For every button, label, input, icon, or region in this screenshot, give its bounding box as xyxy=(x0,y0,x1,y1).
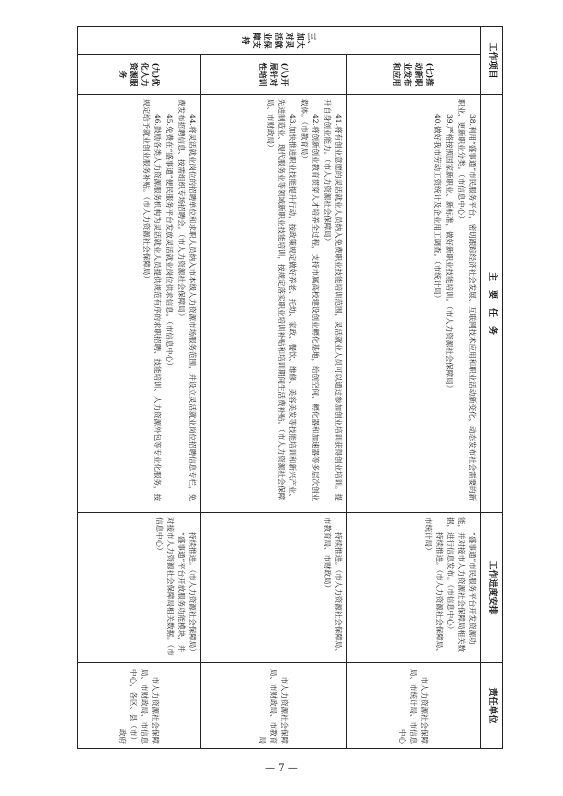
task-cell xyxy=(78,95,201,513)
task-item: 38.利用“盛事通”市民服务平台，密切跟踪经济社会发展、互联网技术应用和职业活动新变化，动态发布社会需要的新职业、更新职业分类。（市信息中心） xyxy=(457,99,477,502)
task-item: 39.严格按照国家新职业、新标准，做好新职业技能培训。（市人力资源社会保障局） xyxy=(445,114,454,393)
progress-item: “盛事通”市民服务平台开发资源功能，并对接市人力资源社会保障局相关数据，进行信息发布。（市信息中心） xyxy=(446,517,477,653)
task-item: 46.鼓励各类人力资源服务机构为灵活就业人员提供规范有序的求职招聘、技能培训、人力资源外包等专业化服务，按规定给予就业创业服务补贴。（市人力资源社会保障局） xyxy=(142,99,162,501)
progress-item: “盛事通”平台开放服务功能模块，并对接市人力资源社会保障局相关数据。（市信息中心） xyxy=(155,517,186,656)
progress-item: 持续推进。（市人力资源社会保障局） xyxy=(188,532,197,656)
task-cell xyxy=(201,95,347,513)
task-item: 43.加快推进职业技能提升行动，按政策规定做好养老、托幼、家政、餐饮、维修、美容美发等技能培训和新兴产业、先进制造业、现代服务业等领域新职业技能培训，按规定落实职业培训补贴和培训期间生活费补贴。（市人力资源社会保障局、市财政局） xyxy=(266,99,297,501)
task-item: 42.将创新创业教育贯穿人才培养全过程，支持市属高校建设创业孵化基地，给创空间、孵化器和加速器等多层次创业载体。（市教育局） xyxy=(300,99,320,501)
header-responsible: 责任单位 xyxy=(481,663,503,749)
header-progress: 工作进度安排 xyxy=(481,513,503,663)
task-item: 44.将灵活就业岗位的招聘单位和求职人员纳入市本级人力资源市场服务范围，并设立灵活就业岗位招聘信息专栏，免费发布招聘信息、按需组织专场招聘会。（市人力资源社会保障局） xyxy=(177,99,197,501)
category-cell: 三、加大对灵活就业保障支持 xyxy=(78,27,481,55)
responsible-cell: 市人力资源社会保障局、市财政局、市信息中心，各区、县（市）政府 xyxy=(78,663,201,749)
table-header-row xyxy=(481,27,503,749)
responsible-cell: 市人力资源社会保障局、市财政局、市教育局 xyxy=(201,663,347,749)
task-item: 40.做好我市劳动工资统计及企业用工调查。（市统计局） xyxy=(433,114,442,303)
table-row xyxy=(78,27,201,749)
header-project: 工作项目 xyxy=(481,27,503,95)
subcategory-cell: (七)推动新职业发布和应用 xyxy=(347,55,481,95)
table-row xyxy=(201,27,347,749)
task-item: 45.免费在“盛事通”便民服务平台发放灵活就业岗位供求信息。（市信息中心） xyxy=(165,114,174,370)
progress-item: 持续推进。（市人力资源社会保障局、市教育局、市财政局） xyxy=(323,517,343,656)
page-number: — 7 — xyxy=(265,763,298,774)
progress-cell xyxy=(201,513,347,663)
progress-item: 持续推进。（市人力资源社会保障局、市统计局） xyxy=(424,517,444,656)
table-row xyxy=(347,27,481,749)
task-item: 41.将有创业意愿的灵活就业人员纳入免费职业技能培训范围，灵活就业人员可以通过参加创业培训获得创业培训。提升自身创业能力。（市人力资源社会保障局） xyxy=(323,99,343,501)
header-task: 主 要 任 务 xyxy=(481,95,503,513)
task-table xyxy=(77,26,503,749)
progress-cell xyxy=(78,513,201,663)
task-cell xyxy=(347,95,481,513)
rotated-table-wrapper xyxy=(78,26,503,748)
progress-cell xyxy=(347,513,481,663)
responsible-cell: 市人力资源社会保障局、市统计局、市信息中心 xyxy=(347,663,481,749)
subcategory-cell: (八)开展针对性培训 xyxy=(201,55,347,95)
subcategory-cell: (九)优化人力资源服务 xyxy=(78,55,201,95)
